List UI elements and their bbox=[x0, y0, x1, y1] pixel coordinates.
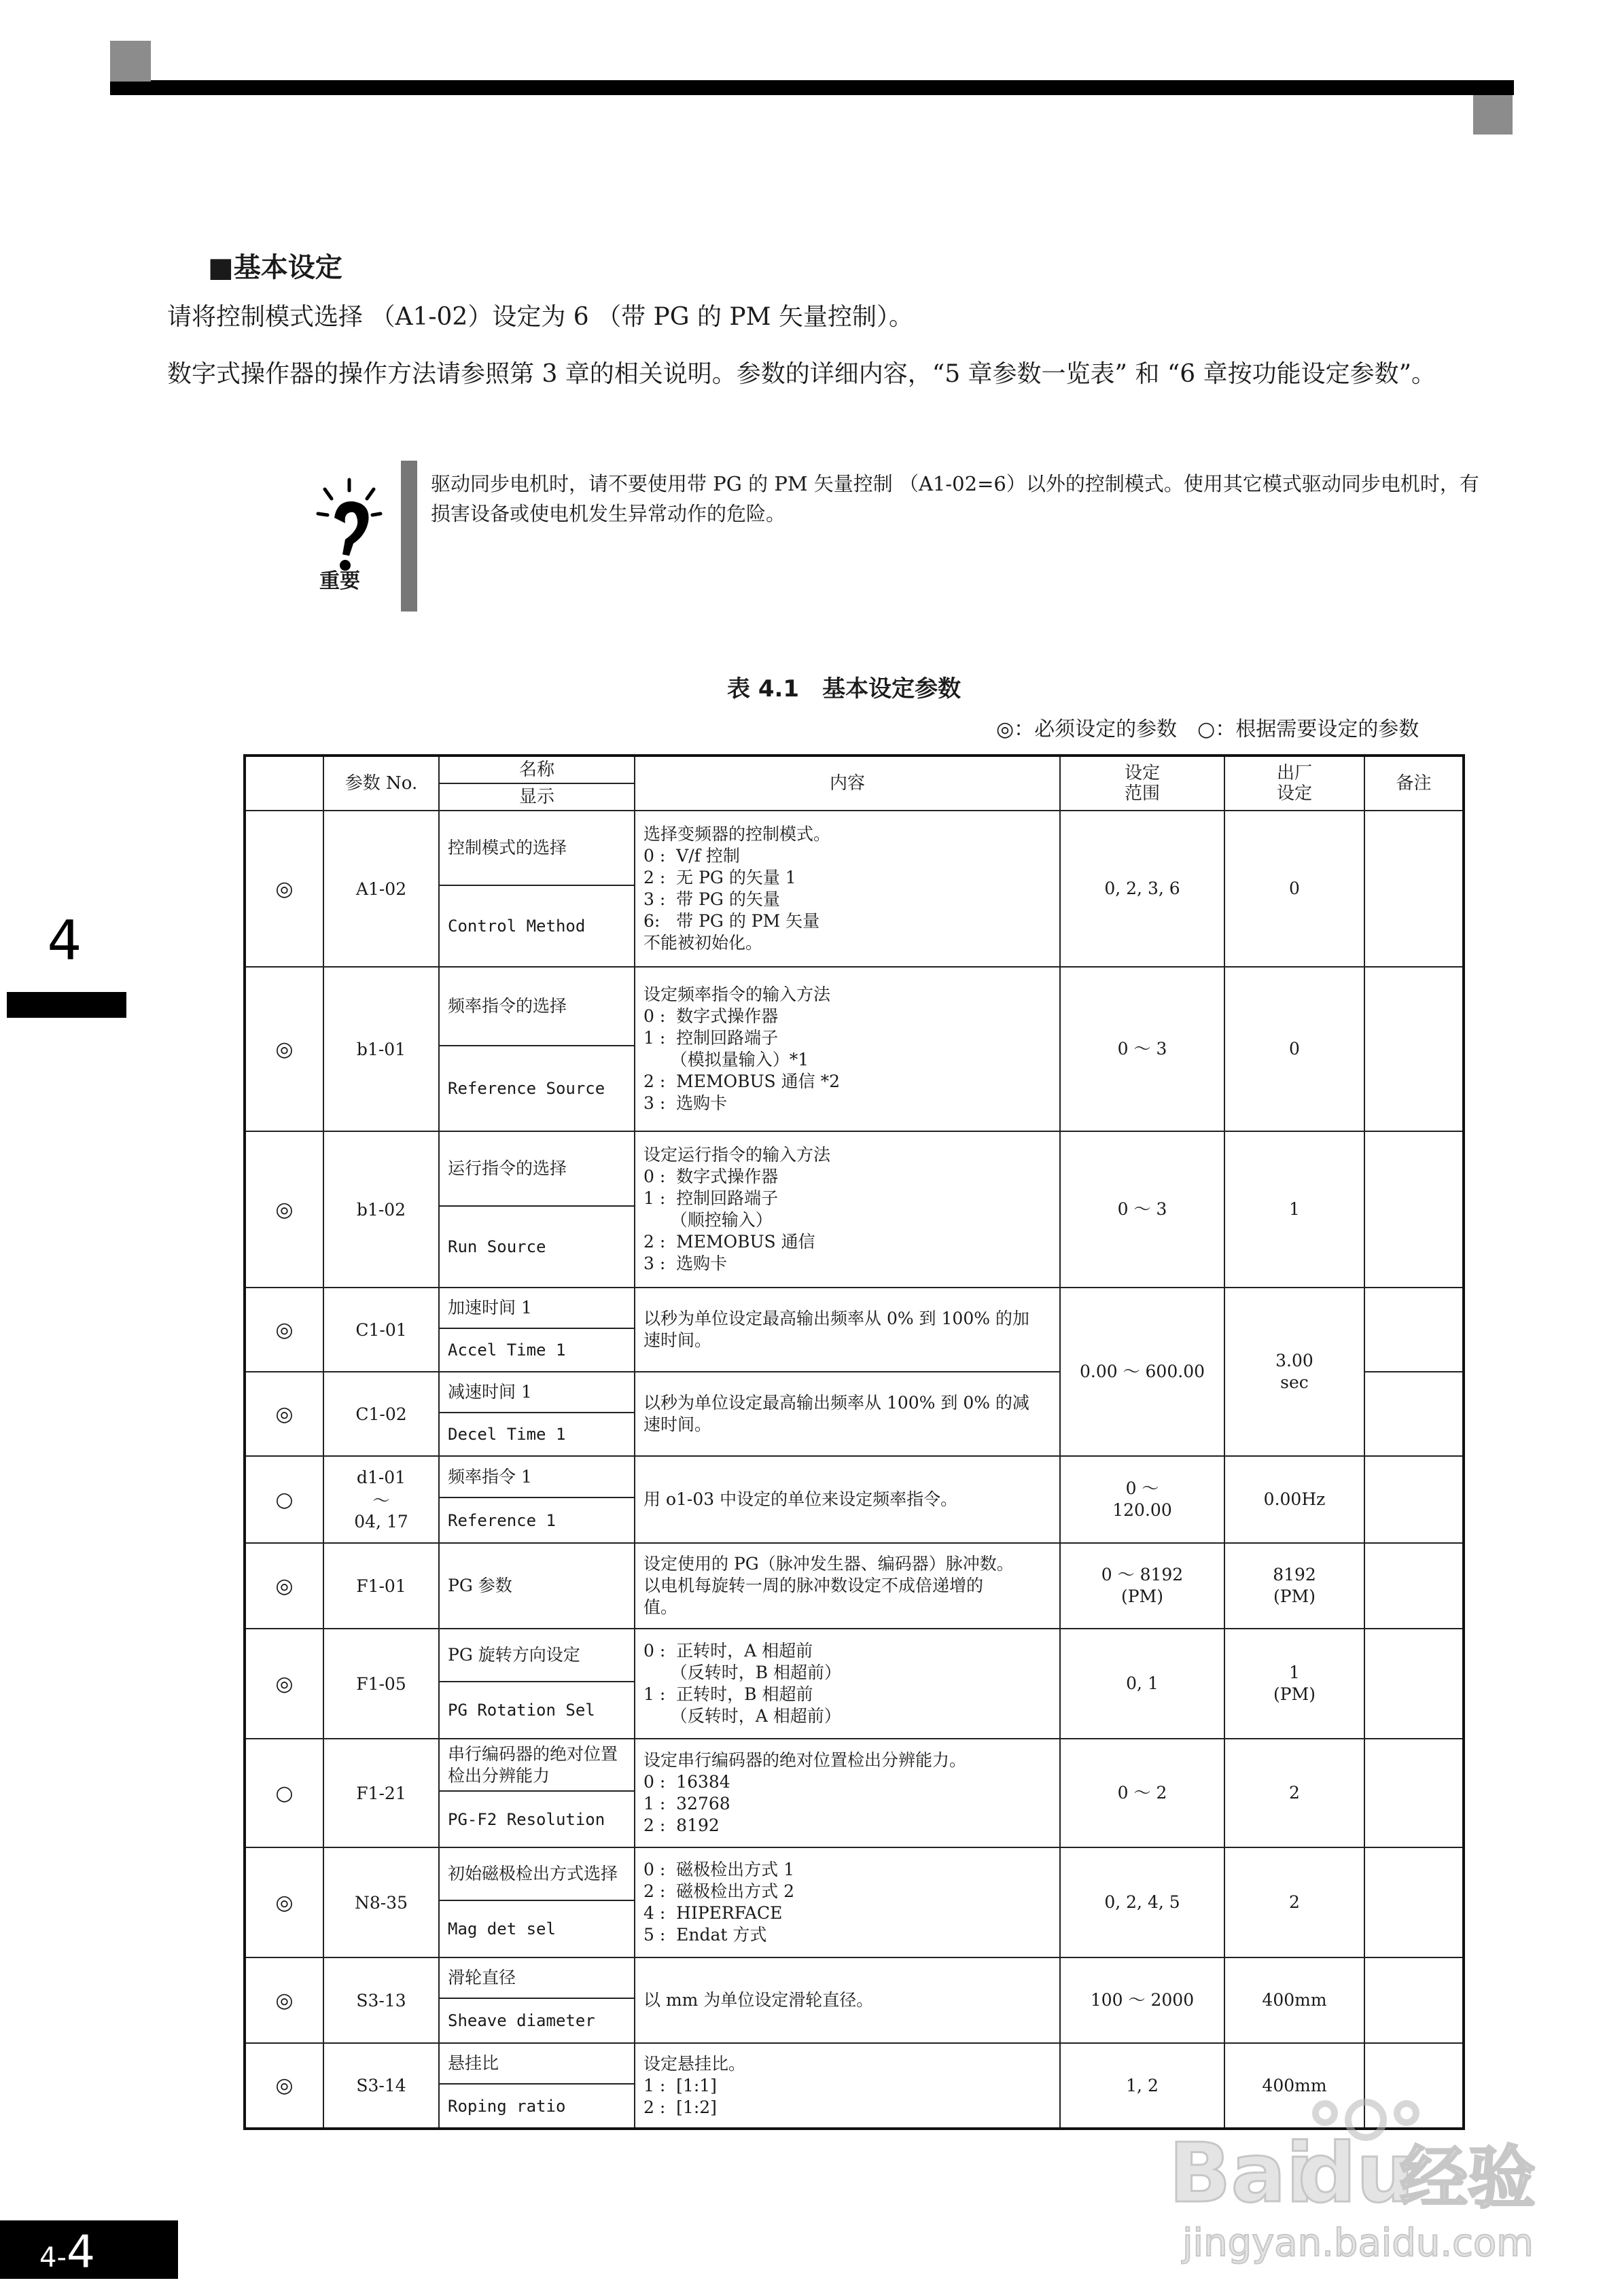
cell-default bbox=[1224, 1629, 1364, 1739]
cell-name: PG 参数 bbox=[439, 1543, 635, 1629]
range-line: 0, 2, 3, 6 bbox=[1104, 879, 1180, 898]
cell-name: 频率指令 1 bbox=[439, 1456, 635, 1497]
table-row bbox=[245, 1131, 1464, 1206]
header-name: 名称 bbox=[439, 756, 635, 783]
range-line: 0 ～ 3 bbox=[1117, 1199, 1167, 1219]
param-no-line: F1-05 bbox=[356, 1673, 406, 1694]
cell-name: 滑轮直径 bbox=[439, 1957, 635, 1998]
cell-content bbox=[635, 811, 1060, 967]
content-line: （模拟量输入）*1 bbox=[643, 1050, 809, 1069]
table-row bbox=[245, 1847, 1464, 1900]
cell-param-no bbox=[323, 1288, 439, 1372]
default-line: sec bbox=[1280, 1372, 1309, 1392]
content-line: 选择变频器的控制模式。 bbox=[643, 824, 831, 844]
cell-name: 加速时间 1 bbox=[439, 1288, 635, 1328]
param-no-line: b1-02 bbox=[356, 1199, 406, 1220]
cell-display: PG Rotation Sel bbox=[439, 1682, 635, 1739]
content-line: 设定悬挂比。 bbox=[643, 2053, 746, 2074]
content-line: 以秒为单位设定最高输出频率从 0% 到 100% 的加 bbox=[643, 1309, 1029, 1328]
range-line: 100 ～ 2000 bbox=[1090, 1990, 1195, 2010]
content-line: 设定串行编码器的绝对位置检出分辨能力。 bbox=[643, 1750, 967, 1770]
cell-range bbox=[1060, 811, 1224, 967]
range-line: (PM) bbox=[1121, 1586, 1163, 1606]
content-line: 以秒为单位设定最高输出频率从 100% 到 0% 的减 bbox=[643, 1393, 1029, 1413]
default-line: 0 bbox=[1289, 1039, 1300, 1059]
content-line: 3 : 选购卡 bbox=[643, 1254, 728, 1273]
cell-default bbox=[1224, 1288, 1364, 1456]
section-heading: ■基本设定 bbox=[208, 252, 342, 283]
baidu-watermark-logo bbox=[1169, 2072, 1549, 2269]
header-param-no: 参数 No. bbox=[323, 756, 439, 811]
content-line: 2 : MEMOBUS 通信 bbox=[643, 1232, 815, 1252]
svg-text:Bai: Bai bbox=[1169, 2127, 1314, 2221]
header-square-left bbox=[110, 41, 151, 82]
range-line: 0 ～ 2 bbox=[1117, 1783, 1167, 1803]
cell-mark: ◎ bbox=[245, 1131, 323, 1288]
cell-remark bbox=[1364, 1739, 1464, 1847]
range-line: 120.00 bbox=[1112, 1500, 1172, 1520]
table-row bbox=[245, 1288, 1464, 1328]
cell-range bbox=[1060, 1456, 1224, 1543]
cell-range bbox=[1060, 1131, 1224, 1288]
cell-display: Reference 1 bbox=[439, 1497, 635, 1543]
default-line: 8192 bbox=[1273, 1565, 1316, 1584]
default-line: 0.00Hz bbox=[1263, 1489, 1326, 1509]
range-line: 0 ～ 3 bbox=[1117, 1039, 1167, 1059]
param-no-line: C1-02 bbox=[355, 1404, 407, 1424]
header-square-right bbox=[1473, 95, 1513, 135]
cell-content bbox=[635, 1739, 1060, 1847]
param-no-line: C1-01 bbox=[355, 1319, 407, 1340]
content-line: 0 : 16384 bbox=[643, 1772, 730, 1792]
cell-content bbox=[635, 1629, 1060, 1739]
cell-mark: ◎ bbox=[245, 1629, 323, 1739]
content-line: 2 : 磁极检出方式 2 bbox=[643, 1881, 795, 1901]
cell-param-no bbox=[323, 1739, 439, 1847]
default-line: 0 bbox=[1289, 879, 1300, 898]
cell-name: 悬挂比 bbox=[439, 2043, 635, 2084]
content-line: 1 : [1:1] bbox=[643, 2075, 717, 2095]
param-no-line: b1-01 bbox=[356, 1039, 406, 1059]
content-line: 速时间。 bbox=[643, 1415, 712, 1434]
cell-param-no bbox=[323, 1957, 439, 2043]
content-line: 3 : 带 PG 的矢量 bbox=[643, 889, 780, 909]
svg-text:经验: 经验 bbox=[1400, 2138, 1536, 2218]
content-line: 0 : 正转时，A 相超前 bbox=[643, 1641, 813, 1661]
cell-mark: ◎ bbox=[245, 967, 323, 1131]
content-line: 1 : 正转时，B 相超前 bbox=[643, 1684, 813, 1704]
content-line: 0 : V/f 控制 bbox=[643, 846, 740, 866]
content-line: （反转时，B 相超前） bbox=[643, 1663, 842, 1682]
content-line: 6: 带 PG 的 PM 矢量 bbox=[643, 911, 820, 931]
range-line: 0, 2, 4, 5 bbox=[1104, 1892, 1180, 1912]
cell-param-no bbox=[323, 967, 439, 1131]
cell-content bbox=[635, 1131, 1060, 1288]
cell-mark: ◎ bbox=[245, 2043, 323, 2129]
intro-paragraph-1: 请将控制模式选择 （A1-02）设定为 6 （带 PG 的 PM 矢量控制）。 bbox=[167, 303, 913, 331]
cell-param-no bbox=[323, 1629, 439, 1739]
content-line: 设定使用的 PG（脉冲发生器、编码器）脉冲数。 bbox=[643, 1554, 1014, 1574]
cell-mark: ◎ bbox=[245, 1847, 323, 1957]
svg-text:du: du bbox=[1298, 2127, 1415, 2221]
header-range: 设定 范围 bbox=[1060, 756, 1224, 811]
cell-name: 减速时间 1 bbox=[439, 1372, 635, 1413]
cell-display: Roping ratio bbox=[439, 2084, 635, 2129]
content-line: 用 o1-03 中设定的单位来设定频率指令。 bbox=[643, 1489, 958, 1509]
content-line: 0 : 数字式操作器 bbox=[643, 1006, 779, 1026]
cell-content bbox=[635, 1288, 1060, 1372]
cell-default bbox=[1224, 1543, 1364, 1629]
content-line: 2 : [1:2] bbox=[643, 2097, 717, 2117]
cell-display: Decel Time 1 bbox=[439, 1413, 635, 1456]
cell-content bbox=[635, 1543, 1060, 1629]
content-line: 速时间。 bbox=[643, 1330, 712, 1350]
cell-range bbox=[1060, 1629, 1224, 1739]
cell-mark: ◎ bbox=[245, 1543, 323, 1629]
default-line: 400mm bbox=[1262, 1990, 1327, 2010]
cell-remark bbox=[1364, 1957, 1464, 2043]
header-rule bbox=[110, 80, 1514, 95]
cell-name: 频率指令的选择 bbox=[439, 967, 635, 1046]
cell-content bbox=[635, 1456, 1060, 1543]
cell-display: Run Source bbox=[439, 1206, 635, 1288]
cell-param-no bbox=[323, 1847, 439, 1957]
default-line: (PM) bbox=[1273, 1586, 1316, 1606]
content-line: 设定运行指令的输入方法 bbox=[643, 1145, 831, 1165]
cell-content bbox=[635, 1847, 1060, 1957]
content-line: 5 : Endat 方式 bbox=[643, 1925, 767, 1945]
cell-default bbox=[1224, 1957, 1364, 2043]
table-row bbox=[245, 811, 1464, 885]
cell-param-no bbox=[323, 811, 439, 967]
cell-default bbox=[1224, 1131, 1364, 1288]
table-legend: ◎：必须设定的参数 ○：根据需要设定的参数 bbox=[996, 717, 1419, 741]
cell-display: Sheave diameter bbox=[439, 1998, 635, 2043]
range-line: 1, 2 bbox=[1126, 2075, 1159, 2095]
cell-mark: ◎ bbox=[245, 1957, 323, 2043]
content-line: 1 : 控制回路端子 bbox=[643, 1188, 779, 1208]
default-line: 400mm bbox=[1262, 2075, 1327, 2095]
cell-param-no bbox=[323, 1456, 439, 1543]
content-line: 以电机每旋转一周的脉冲数设定不成倍递增的 bbox=[643, 1576, 984, 1595]
cell-name: 初始磁极检出方式选择 bbox=[439, 1847, 635, 1900]
chapter-tab-bar bbox=[7, 992, 126, 1018]
param-no-line: S3-14 bbox=[356, 2076, 406, 2095]
cell-content bbox=[635, 1372, 1060, 1456]
parameter-table bbox=[243, 754, 1465, 2130]
content-line: 4 : HIPERFACE bbox=[643, 1903, 783, 1923]
param-no-line: 04, 17 bbox=[354, 1512, 408, 1531]
cell-remark bbox=[1364, 967, 1464, 1131]
default-line: 3.00 bbox=[1275, 1351, 1313, 1370]
table-row bbox=[245, 967, 1464, 1046]
content-line: 设定频率指令的输入方法 bbox=[643, 985, 831, 1004]
cell-remark bbox=[1364, 811, 1464, 967]
cell-param-no bbox=[323, 1372, 439, 1456]
param-no-line: S3-13 bbox=[356, 1990, 406, 2010]
cell-display: Reference Source bbox=[439, 1046, 635, 1131]
table-row bbox=[245, 1739, 1464, 1791]
cell-display: PG-F2 Resolution bbox=[439, 1791, 635, 1847]
content-line: 1 : 控制回路端子 bbox=[643, 1028, 779, 1048]
cell-remark bbox=[1364, 1131, 1464, 1288]
cell-remark bbox=[1364, 1629, 1464, 1739]
cell-content bbox=[635, 1957, 1060, 2043]
cell-range bbox=[1060, 1288, 1224, 1456]
cell-mark: ○ bbox=[245, 1739, 323, 1847]
svg-text:jingyan.baidu.com: jingyan.baidu.com bbox=[1182, 2221, 1534, 2265]
param-no-line: N8-35 bbox=[354, 1892, 408, 1913]
range-line: 0.00 ～ 600.00 bbox=[1079, 1362, 1205, 1381]
cell-default bbox=[1224, 811, 1364, 967]
page-prefix: 4- bbox=[39, 2242, 67, 2273]
cell-range bbox=[1060, 967, 1224, 1131]
table-title: 表 4.1 基本设定参数 bbox=[727, 675, 961, 703]
cell-range bbox=[1060, 1847, 1224, 1957]
default-line: 1 bbox=[1289, 1663, 1300, 1682]
content-line: 2 : MEMOBUS 通信 *2 bbox=[643, 1071, 840, 1091]
param-no-line: ～ bbox=[372, 1491, 390, 1510]
cell-remark bbox=[1364, 1372, 1464, 1456]
cell-content bbox=[635, 2043, 1060, 2129]
cell-name: 串行编码器的绝对位置检出分辨能力 bbox=[439, 1739, 635, 1791]
cell-name: 运行指令的选择 bbox=[439, 1131, 635, 1206]
cell-content bbox=[635, 967, 1060, 1131]
cell-remark bbox=[1364, 1288, 1464, 1372]
content-line: 2 : 8192 bbox=[643, 1815, 720, 1835]
page-number-box bbox=[0, 2220, 178, 2279]
default-line: 1 bbox=[1289, 1199, 1300, 1219]
content-line: 2 : 无 PG 的矢量 1 bbox=[643, 868, 796, 887]
content-line: 不能被初始化。 bbox=[643, 933, 763, 953]
range-line: 0 ～ 8192 bbox=[1101, 1565, 1184, 1584]
cell-param-no bbox=[323, 1131, 439, 1288]
range-line: 0, 1 bbox=[1126, 1673, 1159, 1693]
table-row bbox=[245, 1543, 1464, 1629]
default-line: 2 bbox=[1289, 1892, 1300, 1912]
header-display: 显示 bbox=[439, 783, 635, 811]
important-label: 重要 bbox=[319, 569, 360, 593]
cell-mark: ◎ bbox=[245, 811, 323, 967]
table-row bbox=[245, 1629, 1464, 1682]
cell-display: Mag det sel bbox=[439, 1900, 635, 1957]
cell-remark bbox=[1364, 1543, 1464, 1629]
header-mark bbox=[245, 756, 323, 811]
intro-paragraph-2: 数字式操作器的操作方法请参照第 3 章的相关说明。参数的详细内容，“5 章参数一览表” 和 “6 章按功能设定参数”。 bbox=[167, 360, 1436, 388]
table-row bbox=[245, 1957, 1464, 1998]
default-line: (PM) bbox=[1273, 1684, 1316, 1704]
cell-param-no bbox=[323, 2043, 439, 2129]
cell-mark: ◎ bbox=[245, 1288, 323, 1372]
cell-param-no bbox=[323, 1543, 439, 1629]
cell-default bbox=[1224, 1456, 1364, 1543]
cell-mark: ◎ bbox=[245, 1372, 323, 1456]
header-content: 内容 bbox=[635, 756, 1060, 811]
note-side-bar bbox=[401, 461, 417, 611]
cell-default bbox=[1224, 967, 1364, 1131]
param-no-line: F1-01 bbox=[356, 1576, 406, 1596]
cell-name: PG 旋转方向设定 bbox=[439, 1629, 635, 1682]
content-line: 值。 bbox=[643, 1597, 678, 1617]
cell-range bbox=[1060, 1543, 1224, 1629]
cell-default bbox=[1224, 1739, 1364, 1847]
cell-display: Control Method bbox=[439, 885, 635, 967]
cell-mark: ○ bbox=[245, 1456, 323, 1543]
content-line: （顺控输入） bbox=[643, 1210, 773, 1230]
cell-remark bbox=[1364, 1456, 1464, 1543]
table-row bbox=[245, 1456, 1464, 1497]
default-line: 2 bbox=[1289, 1783, 1300, 1803]
important-note-text: 驱动同步电机时，请不要使用带 PG 的 PM 矢量控制 （A1-02=6）以外的控制模式。使用其它模式驱动同步电机时，有损害设备或使电机发生异常动作的危险。 bbox=[431, 472, 1479, 525]
chapter-number: 4 bbox=[47, 909, 82, 972]
cell-remark bbox=[1364, 1847, 1464, 1957]
cell-name: 控制模式的选择 bbox=[439, 811, 635, 885]
content-line: 0 : 磁极检出方式 1 bbox=[643, 1860, 795, 1879]
header-default: 出厂 设定 bbox=[1224, 756, 1364, 811]
header-remark: 备注 bbox=[1364, 756, 1464, 811]
content-line: 以 mm 为单位设定滑轮直径。 bbox=[643, 1990, 874, 2010]
param-no-line: d1-01 bbox=[356, 1468, 406, 1487]
content-line: 3 : 选购卡 bbox=[643, 1093, 728, 1113]
content-line: 1 : 32768 bbox=[643, 1794, 730, 1813]
cell-range bbox=[1060, 1739, 1224, 1847]
param-no-line: A1-02 bbox=[355, 879, 407, 899]
cell-default bbox=[1224, 1847, 1364, 1957]
range-line: 0 ～ bbox=[1125, 1478, 1159, 1498]
page-number: 4 bbox=[67, 2226, 95, 2278]
content-line: 0 : 数字式操作器 bbox=[643, 1167, 779, 1186]
cell-range bbox=[1060, 1957, 1224, 2043]
content-line: （反转时，A 相超前） bbox=[643, 1706, 841, 1726]
param-no-line: F1-21 bbox=[356, 1783, 406, 1803]
cell-display: Accel Time 1 bbox=[439, 1328, 635, 1372]
